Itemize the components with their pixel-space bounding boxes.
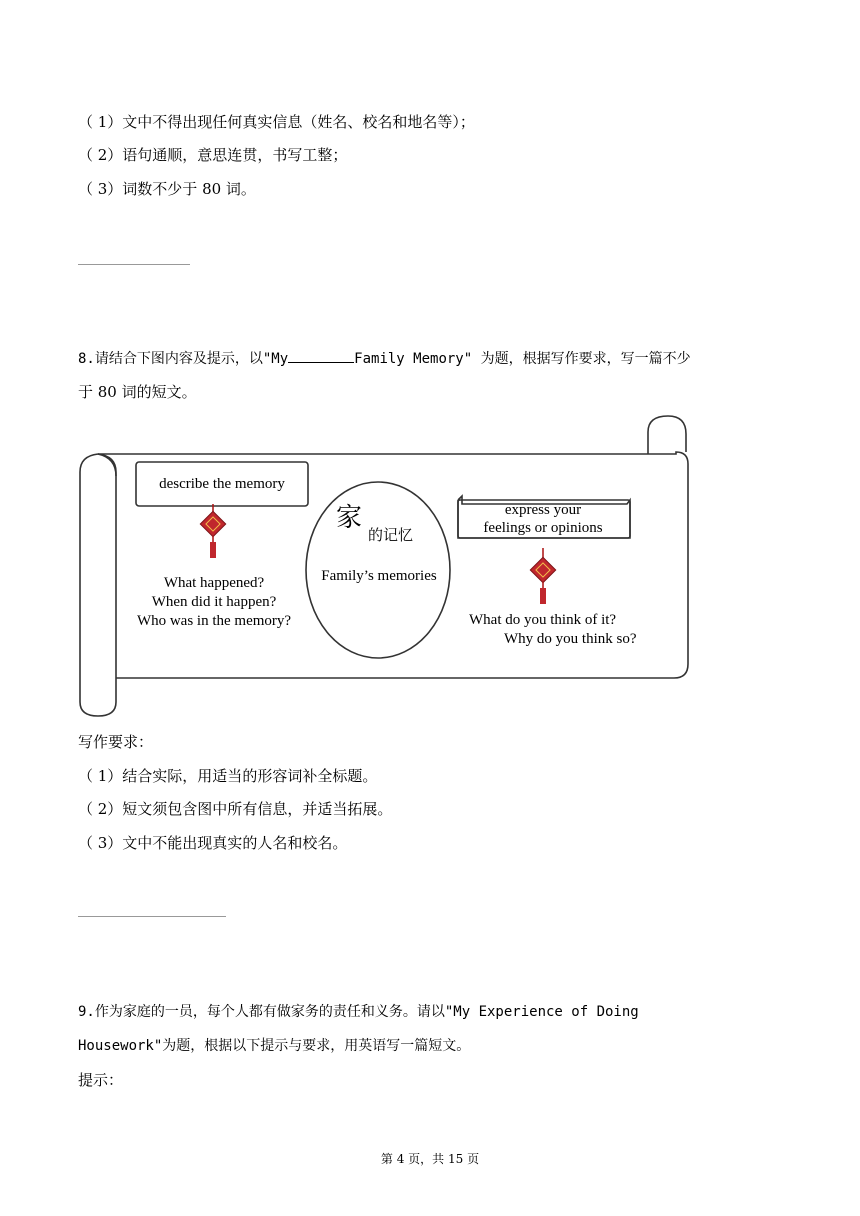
q7-requirement-3: （ 3）词数不少于 80 词。 — [78, 180, 256, 198]
q8-prompt-line-2: 于 80 词的短文。 — [78, 383, 197, 401]
q8-requirement-3: （ 3）文中不能出现真实的人名和校名。 — [78, 834, 348, 852]
answer-line-q8 — [78, 916, 226, 917]
center-char: 家 — [336, 503, 363, 532]
page-footer: 第 4 页，共 15 页 — [380, 1152, 480, 1166]
q9-prompt-line-1: 9.作为家庭的一员，每个人都有做家务的责任和义务。请以"My Experience of Doing — [78, 1004, 639, 1020]
scroll-left-roll — [80, 454, 116, 716]
chinese-knot-icon — [200, 504, 225, 558]
answer-line-q7 — [78, 264, 190, 265]
right-question-2: Why do you think so? — [504, 631, 637, 647]
express-label-2: feelings or opinions — [483, 520, 603, 536]
title-blank — [288, 348, 354, 363]
express-label-1: express your — [504, 502, 582, 518]
q9-hint-label: 提示： — [78, 1071, 124, 1089]
q8-requirement-2: （ 2）短文须包含图中所有信息，并适当拓展。 — [78, 800, 393, 818]
chinese-knot-icon — [530, 548, 555, 604]
describe-memory-label: describe the memory — [159, 476, 285, 492]
left-question-2: When did it happen? — [151, 594, 277, 610]
q7-requirement-2: （ 2）语句通顺，意思连贯，书写工整； — [78, 146, 348, 164]
scroll-right-roll — [648, 416, 686, 454]
q8-prompt-line-1: 8.请结合下图内容及提示，以"My Family Memory" 为题，根据写作要求，写一篇不少 — [78, 348, 691, 369]
scroll-figure — [72, 412, 696, 722]
left-question-3: Who was in the memory? — [136, 613, 292, 629]
q7-requirement-1: （ 1）文中不得出现任何真实信息（姓名、校名和地名等）； — [78, 113, 475, 131]
left-question-1: What happened? — [163, 575, 265, 591]
right-question-1: What do you think of it? — [469, 612, 617, 628]
q9-prompt-line-2: Housework"为题，根据以下提示与要求，用英语写一篇短文。 — [78, 1038, 471, 1054]
center-cn-label: 的记忆 — [368, 528, 414, 544]
q8-requirement-1: （ 1）结合实际，用适当的形容词补全标题。 — [78, 767, 378, 785]
q8-requirements-title: 写作要求： — [78, 733, 154, 751]
center-en-label: Family’s memories — [321, 568, 437, 584]
